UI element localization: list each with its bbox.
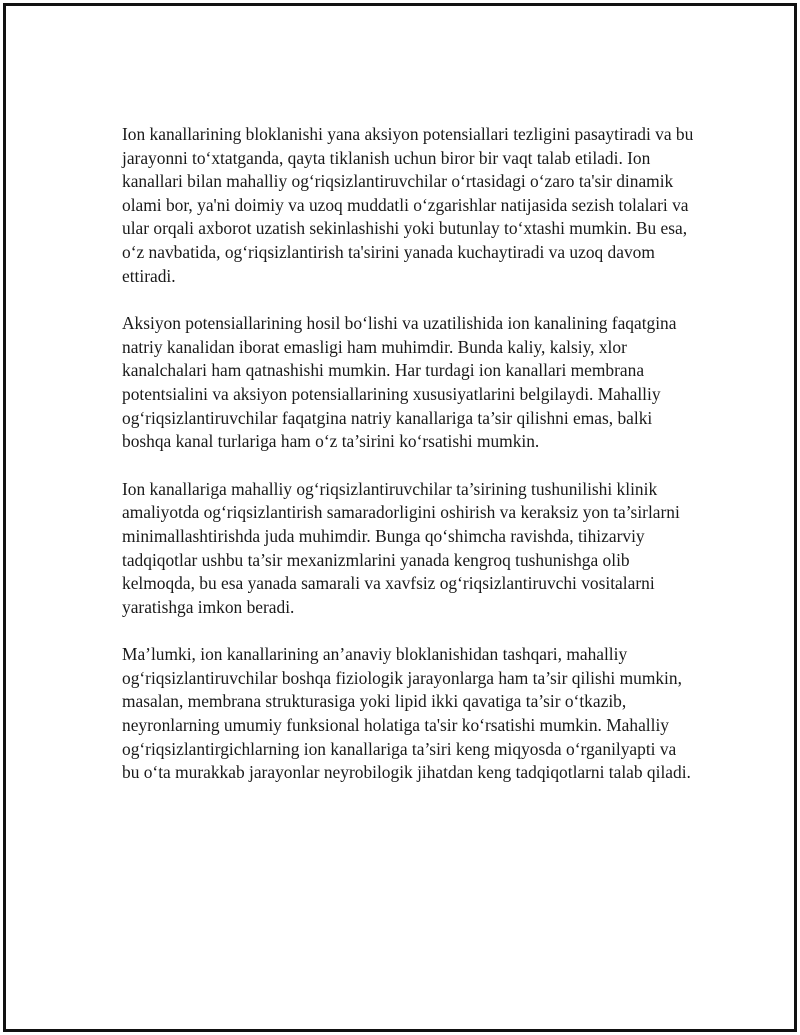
paragraph-4: Ma’lumki, ion kanallarining an’anaviy bloklanishidan tashqari, mahalliy og‘riqsizlantiruvchilar boshqa fiziologik jarayonlarga ham ta’sir qilishi mumkin, masalan, membrana strukturasiga yoki lipid ikki qavatiga ta’sir o‘tkazib, neyronlarning umumiy funksional holatiga ta'sir ko‘rsatishi mumkin. Mahalliy og‘riqsizlantirgichlarning ion kanallariga ta’siri keng miqyosda o‘rganilyapti va bu o‘ta murakkab jarayonlar neyrobilogik jihatdan keng tadqiqotlarni talab qiladi. [122, 644, 691, 783]
document-body [122, 123, 697, 809]
paragraph-1: Ion kanallarining bloklanishi yana aksiyon potensiallari tezligini pasaytiradi va bu jarayonni to‘xtatganda, qayta tiklanish uchun biror bir vaqt talab etiladi. Ion kanallari bilan mahalliy og‘riqsizlantiruvchilar o‘rtasidagi o‘zaro ta'sir dinamik olami bor, ya'ni doimiy va uzoq muddatli o‘zgarishlar natijasida sezish tolalari va ular orqali axborot uzatish sekinlashishi yoki butunlay to‘xtashi mumkin. Bu esa, o‘z navbatida, og‘riqsizlantirish ta'sirini yanada kuchaytiradi va uzoq davom ettiradi. [122, 124, 694, 286]
paragraph-3: Ion kanallariga mahalliy og‘riqsizlantiruvchilar ta’sirining tushunilishi klinik amaliyotda og‘riqsizlantirish samaradorligini oshirish va keraksiz yon ta’sirlarni minimallashtirishda juda muhimdir. Bunga qo‘shimcha ravishda, tihizarviy tadqiqotlar ushbu ta’sir mexanizmlarini yanada kengroq tushunishga olib kelmoqda, bu esa yanada samarali va xavfsiz og‘riqsizlantiruvchi vositalarni yaratishga imkon beradi. [122, 478, 680, 617]
page-frame [3, 3, 797, 1032]
paragraph-2: Aksiyon potensiallarining hosil bo‘lishi va uzatilishida ion kanalining faqatgina natriy kanalidan iborat emasligi ham muhimdir. Bunda kaliy, kalsiy, xlor kanalchalari ham qatnashishi mumkin. Har turdagi ion kanallari membrana potentsialini va aksiyon potensiallarining xususiyatlarini belgilaydi. Mahalliy og‘riqsizlantiruvchilar faqatgina natriy kanallariga ta’sir qilishni emas, balki boshqa kanal turlariga ham o‘z ta’sirini ko‘rsatishi mumkin. [122, 313, 677, 452]
